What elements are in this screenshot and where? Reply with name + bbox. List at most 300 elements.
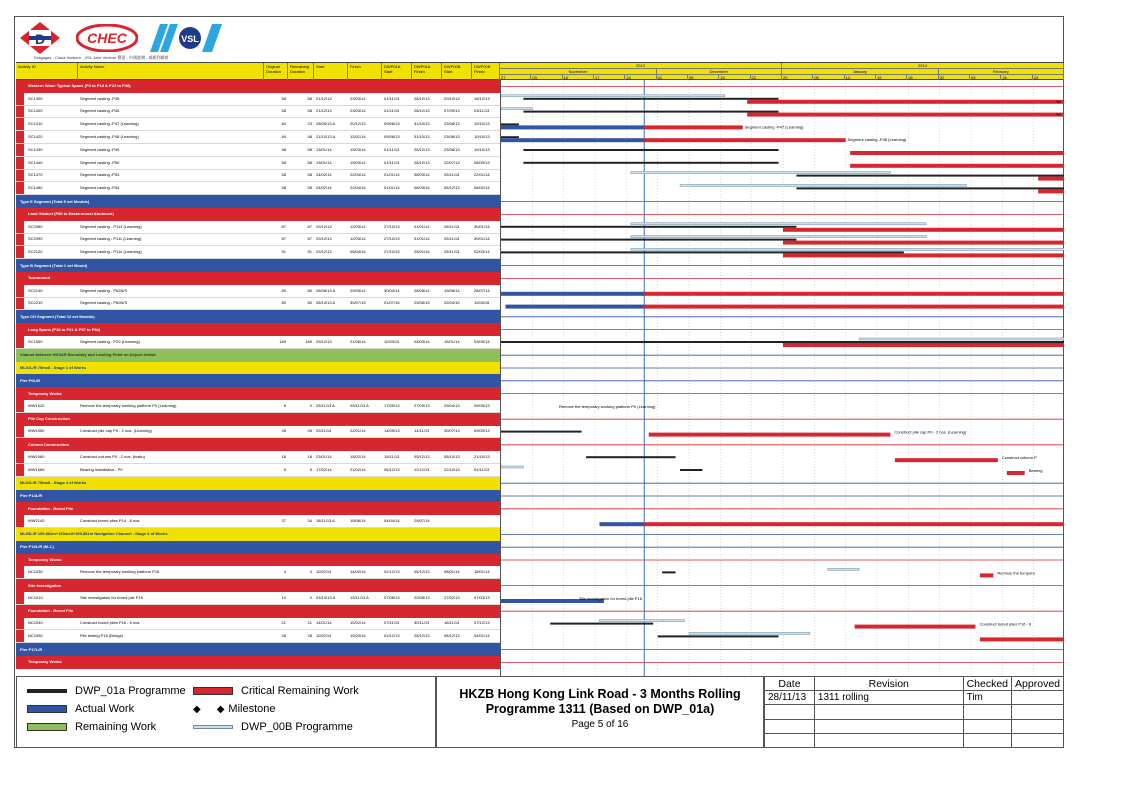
dwp01a-finish-cell: 28/12/13 <box>414 159 430 165</box>
activity-row[interactable] <box>16 336 500 349</box>
wbs-indent-bar <box>16 298 24 310</box>
dwp00b-finish-cell: 30/01/14 <box>474 223 490 229</box>
timescale-header <box>500 63 1064 80</box>
legend-critical <box>193 685 359 697</box>
activity-name-cell: Segment casting -P48 (Learning) <box>80 134 139 140</box>
dwp01a-start-cell: 01/07/15 <box>384 300 400 306</box>
activity-row[interactable] <box>16 182 500 195</box>
col-original-duration[interactable]: Original Duration <box>264 63 288 80</box>
wbs-indent-bar <box>16 426 24 438</box>
activity-row[interactable] <box>16 630 500 643</box>
dwp01a-start-cell: 01/11/13 <box>384 146 400 152</box>
dwp01a-bar <box>586 456 676 458</box>
finish-cell: 14/02/14 <box>350 569 366 575</box>
start-cell: 25/11/13 A <box>316 402 335 408</box>
wbs-band[interactable] <box>16 643 500 656</box>
start-cell: 29/12/13 <box>316 249 332 255</box>
dwp01a-bar <box>658 635 779 637</box>
bar-label: Segment casting -P47 (Learning) <box>744 124 804 130</box>
wbs-band[interactable] <box>16 195 500 208</box>
remaining-duration-cell: 0 <box>309 402 312 408</box>
critical-bar <box>850 164 1064 168</box>
rev-revision <box>814 733 963 747</box>
remaining-duration-cell: 4 <box>309 569 312 575</box>
activity-row[interactable] <box>16 246 500 259</box>
dwp00b-finish-cell: 01/11/13 <box>474 466 490 472</box>
rev-header-revision: Revision <box>814 677 963 691</box>
start-cell: 03/10/13 A <box>316 594 336 600</box>
rev-header-date: Date <box>765 677 815 691</box>
dwp00b-bar <box>501 95 725 97</box>
remaining-duration-cell: 58 <box>307 146 312 152</box>
wbs-indent-bar <box>16 566 24 578</box>
wbs-band[interactable] <box>24 272 500 285</box>
activity-row[interactable] <box>16 221 500 234</box>
finish-cell: 29/05/14 <box>350 287 366 293</box>
activity-row[interactable] <box>16 170 500 183</box>
dwp01a-bar <box>523 111 778 113</box>
activity-name-cell: Construct pile cap P0 - 2 nos. (Learning) <box>80 428 152 434</box>
dwp00b-finish-cell: 03/05/14 <box>474 338 490 344</box>
activity-name-cell: Segment casting - P113 (Learning) <box>80 223 142 229</box>
dwp01a-finish-cell: 11/12/13 <box>414 466 430 472</box>
dwp00b-finish-cell: 10/10/13 <box>474 121 490 127</box>
legend-actual <box>27 703 134 715</box>
finish-cell: 23/03/14 <box>350 95 366 101</box>
activity-row[interactable] <box>16 144 500 157</box>
finish-cell: 10/03/14 <box>350 633 366 639</box>
rev-date <box>765 719 815 733</box>
revision-row <box>765 705 1064 719</box>
wbs-band-label: ML01L/R 75mx8 - Stage 1 of Works <box>20 364 87 370</box>
vsl-logo <box>146 22 226 54</box>
start-cell: 25/08/13 A <box>316 287 336 293</box>
remaining-duration-cell: 48 <box>307 134 312 140</box>
activity-row[interactable] <box>16 118 500 131</box>
dwp01a-finish-cell: 28/08/14 <box>414 287 430 293</box>
start-cell: 21/12/13 <box>316 108 332 114</box>
start-cell: 29/12/13 <box>316 223 332 229</box>
dwp00b-finish-cell: 06/09/13 <box>474 159 490 165</box>
wbs-band[interactable] <box>16 362 500 375</box>
activity-name-cell: Segment casting - P20 (Learning) <box>80 338 140 344</box>
col-remaining-duration[interactable]: Remaining Duration <box>288 63 314 80</box>
rev-checked <box>963 705 1011 719</box>
critical-bar <box>783 228 1064 232</box>
wbs-band[interactable] <box>16 259 500 272</box>
finish-cell: 19/06/14 <box>350 518 366 524</box>
activity-id-cell: SC2080 <box>28 223 43 229</box>
wbs-band[interactable] <box>24 80 500 93</box>
wbs-indent-bar <box>16 451 24 463</box>
activity-id-cell: NC1040 <box>28 620 43 626</box>
revision-row <box>765 719 1064 733</box>
wbs-band-label: Site Investigation <box>28 582 62 588</box>
wbs-indent-bar <box>16 554 24 567</box>
rev-date <box>765 705 815 719</box>
finish-cell: 21/06/14 <box>350 338 366 344</box>
critical-bar <box>980 637 1064 641</box>
wbs-indent-bar <box>16 93 24 105</box>
wbs-band-label: Column Construction <box>28 441 69 447</box>
activity-name-cell: Remove the temporary working platform P16 <box>80 569 160 575</box>
wbs-band-label: Turnaround <box>28 275 51 281</box>
wbs-band[interactable] <box>16 490 500 503</box>
wbs-band-label: Type CH Segment (Total 12 set Moulds) <box>20 313 95 319</box>
dwp01a-start-cell: 30/04/14 <box>384 287 400 293</box>
original-duration-cell: 45 <box>281 428 286 434</box>
legend-dwp00b-label: DWP_00B Programme <box>241 721 353 733</box>
week-label: 15 <box>719 75 750 80</box>
start-cell: 29/11/13 <box>316 428 332 434</box>
wbs-band-label: Long Spans (P16 to P21 & P57 to P84) <box>28 326 101 332</box>
wbs-band-label: Pier P0L/R <box>20 377 41 383</box>
dwp01a-finish-cell: 29/07/14 <box>414 518 430 524</box>
revision-row <box>765 691 1064 705</box>
wbs-band-label: Land Viaduct (P80 to Easternmost Abutment) <box>28 211 114 217</box>
rev-revision <box>814 719 963 733</box>
activity-id-cell: SC2210 <box>28 300 43 306</box>
bar-label: Segment casting -P48 (Learning) <box>847 137 907 143</box>
original-duration-cell: 37 <box>281 518 286 524</box>
wbs-band[interactable] <box>16 310 500 323</box>
dwp00b-start-cell: 23/08/13 <box>444 146 460 152</box>
activity-name-cell: Segment casting - P114 (Learning) <box>80 249 142 255</box>
finish-cell: 21/02/14 <box>350 466 366 472</box>
dwp01a-finish-cell: 28/12/13 <box>414 633 430 639</box>
dwp00b-bar <box>501 466 523 468</box>
critical-bar <box>1038 189 1064 193</box>
wbs-band[interactable] <box>16 477 500 490</box>
wbs-indent-bar <box>16 157 24 169</box>
col-dwp00b-start[interactable]: DWP00B Start <box>442 63 472 80</box>
wbs-band-label: Type E Segment (Total 5 set Moulds) <box>20 198 90 204</box>
wbs-band-label: Pier P17L/R <box>20 646 43 652</box>
wbs-band[interactable] <box>24 656 500 669</box>
col-dwp00b-finish[interactable]: DWP00B Finish <box>472 63 500 80</box>
legend-critical-label: Critical Remaining Work <box>241 685 359 697</box>
wbs-band[interactable] <box>24 438 500 451</box>
dwp00b-start-cell: 15/01/14 <box>444 338 460 344</box>
rev-approved <box>1012 719 1064 733</box>
original-duration-cell: 58 <box>281 185 286 191</box>
dwp01a-start-cell: 02/12/13 <box>384 569 400 575</box>
remaining-duration-cell: 58 <box>307 95 312 101</box>
col-start[interactable]: Start <box>314 63 348 80</box>
wbs-band[interactable] <box>24 605 500 618</box>
week-label: 26 <box>907 75 938 80</box>
wbs-indent-bar <box>16 106 24 118</box>
activity-id-cell: NC1050 <box>28 633 43 639</box>
activity-row[interactable] <box>16 451 500 464</box>
dwp00b-finish-cell: 04/01/14 <box>474 633 490 639</box>
joint-venture-text: Dragages - China Harbour - VSL Joint Venture 寶嘉 - 中國港灣 - 威勝利聯營 <box>34 55 169 60</box>
dwp00b-start-cell: 23/08/13 <box>444 121 460 127</box>
original-duration-cell: 80 <box>281 287 286 293</box>
dwp01a-finish-cell: 25/01/14 <box>414 249 430 255</box>
dwp00b-start-cell: 19/08/14 <box>444 287 460 293</box>
chec-logo <box>76 24 138 52</box>
activity-id-cell: SC1420 <box>28 134 43 140</box>
dwp00b-finish-cell: 09/09/13 <box>474 428 490 434</box>
wbs-band[interactable] <box>16 349 500 362</box>
activity-id-cell: SC1300 <box>28 95 43 101</box>
dwp01a-finish-cell: 01/01/14 <box>414 236 430 242</box>
wbs-indent-bar <box>16 630 24 642</box>
activity-row[interactable] <box>16 592 500 605</box>
start-cell: 13/01/14 <box>316 159 332 165</box>
dwp00b-bar <box>631 223 926 225</box>
finish-cell: 19/03/14 <box>350 146 366 152</box>
original-duration-cell: 5 <box>283 466 286 472</box>
col-dwp01a-start[interactable]: DWP01A Start <box>382 63 412 80</box>
original-duration-cell: 80 <box>281 300 286 306</box>
remaining-duration-cell: 34 <box>307 518 312 524</box>
dwp00b-finish-cell: 15/01/14 <box>474 569 490 575</box>
dwp00b-finish-cell: 07/12/13 <box>474 620 490 626</box>
dwp01a-start-cell: 04/04/14 <box>384 518 400 524</box>
dwp01a-bar <box>550 623 653 625</box>
revision-row <box>765 733 1064 747</box>
page-number: Page 5 of 16 <box>571 719 629 730</box>
bar-label: Se <box>1056 111 1061 117</box>
title-block <box>436 676 764 748</box>
activity-name-cell: Construct column P0 - 2 nos. (Insitu) <box>80 454 145 460</box>
remaining-duration-cell: 28 <box>307 633 312 639</box>
wbs-indent-bar <box>16 272 24 285</box>
activity-table <box>16 80 500 676</box>
activity-row[interactable] <box>16 93 500 106</box>
dwp00b-bar <box>680 184 966 186</box>
dwp00b-start-cell: 18/11/13 <box>444 620 460 626</box>
bar-label: Se <box>1056 98 1061 104</box>
activity-id-cell: NC1010 <box>28 594 43 600</box>
dwp01a-finish-cell: 05/12/13 <box>414 569 430 575</box>
year-label: 2013 <box>500 63 782 69</box>
dwp00b-bar <box>599 620 684 622</box>
activity-row[interactable] <box>16 400 500 413</box>
dwp00b-finish-cell: 30/01/14 <box>474 236 490 242</box>
start-cell: 24/02/14 <box>316 172 332 178</box>
wbs-band[interactable] <box>24 323 500 336</box>
rev-approved <box>1012 705 1064 719</box>
finish-cell: 05/04/14 <box>350 249 366 255</box>
activity-row[interactable] <box>16 106 500 119</box>
legend-milestone <box>193 703 275 715</box>
wbs-band[interactable] <box>24 208 500 221</box>
wbs-indent-bar <box>16 234 24 246</box>
dwp00b-start-cell: 27/02/13 <box>444 594 460 600</box>
start-cell: 29/12/13 <box>316 338 332 344</box>
original-duration-cell: 8 <box>283 402 286 408</box>
dwp01a-start-cell: 27/10/13 <box>384 223 400 229</box>
dwp01a-finish-cell: 01/01/14 <box>414 223 430 229</box>
original-duration-cell: 84 <box>281 121 286 127</box>
critical-bar <box>895 458 998 462</box>
finish-cell: 22/01/14 <box>350 428 366 434</box>
dwp01a-start-cell: 27/10/13 <box>384 249 400 255</box>
activity-id-cell: WW1050 <box>28 428 45 434</box>
wbs-indent-bar <box>16 144 24 156</box>
month-label: January <box>782 69 939 75</box>
remaining-duration-cell: 58 <box>307 172 312 178</box>
wbs-indent-bar <box>16 605 24 618</box>
wbs-band-label: Foundation - Bored Pile <box>28 505 74 511</box>
original-duration-cell: 58 <box>281 95 286 101</box>
legend <box>16 676 436 748</box>
actual-bar <box>505 305 644 309</box>
activity-row[interactable] <box>16 618 500 631</box>
original-duration-cell: 58 <box>281 108 286 114</box>
remaining-duration-cell: 0 <box>309 594 312 600</box>
legend-dwp00b <box>193 721 353 733</box>
dwp00b-finish-cell: 02/03/14 <box>474 249 490 255</box>
start-cell: 17/02/14 <box>316 466 332 472</box>
week-label: 03 <box>531 75 562 80</box>
remaining-duration-cell: 189 <box>305 338 312 344</box>
legend-milestone-label: Milestone <box>228 703 276 715</box>
wbs-indent-bar <box>16 182 24 194</box>
activity-row[interactable] <box>16 157 500 170</box>
critical-bar <box>1038 177 1064 181</box>
dwp01a-start-cell: 01/01/14 <box>384 172 400 178</box>
wbs-band-label: Temporary Works <box>28 556 62 562</box>
activity-row[interactable] <box>16 515 500 528</box>
remaining-duration-cell: 21 <box>307 620 312 626</box>
legend-remaining-label: Remaining Work <box>75 721 157 733</box>
activity-row[interactable] <box>16 426 500 439</box>
dwp01a-bar <box>796 187 1064 189</box>
activity-id-cell: WW1020 <box>28 402 45 408</box>
activity-id-cell: SC1410 <box>28 121 43 127</box>
activity-row[interactable] <box>16 285 500 298</box>
dwp01a-start-cell: 09/08/13 <box>384 134 400 140</box>
dwp01a-start-cell: 14/09/13 <box>384 428 400 434</box>
activity-row[interactable] <box>16 131 500 144</box>
critical-bar <box>644 522 1064 526</box>
dwp01a-bar <box>501 239 796 241</box>
dwp01a-finish-cell: 31/10/13 <box>414 121 430 127</box>
dwp00b-swatch <box>193 725 233 729</box>
dwp00b-start-cell: 23/08/13 <box>444 134 460 140</box>
activity-name-cell: Segment casting -P46 <box>80 108 120 114</box>
wbs-band-label: Viaduct between HKSAR Boundary and Landing Point on Airport Island <box>20 352 156 358</box>
wbs-band[interactable] <box>24 413 500 426</box>
dwp00b-start-cell: 08/12/13 <box>444 633 460 639</box>
wbs-indent-bar <box>16 80 24 93</box>
critical-bar <box>980 573 993 577</box>
activity-name-cell: Segment casting -P45 <box>80 95 120 101</box>
dwp00b-finish-cell: 28/07/14 <box>474 287 490 293</box>
col-activity-id[interactable]: Activity ID <box>16 63 78 80</box>
week-label: 02 <box>939 75 970 80</box>
activity-row[interactable] <box>16 566 500 579</box>
dwp01a-start-cell: 17/09/13 <box>384 402 400 408</box>
finish-cell: 20/12/13 <box>350 121 366 127</box>
start-cell: 21/12/13 <box>316 95 332 101</box>
dwp01a-start-cell: 09/08/13 <box>384 121 400 127</box>
week-label: 23 <box>1033 75 1064 80</box>
wbs-indent-bar <box>16 221 24 233</box>
wbs-band[interactable] <box>16 541 500 554</box>
rev-header-checked: Checked <box>963 677 1011 691</box>
svg-text:VSL: VSL <box>181 34 199 44</box>
dwp00b-finish-cell: 03/11/13 <box>474 108 490 114</box>
original-duration-cell: 4 <box>283 569 286 575</box>
col-activity-name[interactable]: Activity Name <box>78 63 264 80</box>
dwp00b-start-cell: 05/10/13 <box>444 454 460 460</box>
dwp01a-finish-cell: 04/03/14 <box>414 338 430 344</box>
remaining-swatch <box>27 723 67 731</box>
actual-bar <box>599 522 644 526</box>
finish-cell: 12/03/14 <box>350 236 366 242</box>
wbs-band[interactable] <box>16 528 500 541</box>
activity-name-cell: Segment casting - P60N/S <box>80 300 128 306</box>
revision-table <box>764 676 1064 748</box>
wbs-band-label: Western Water Typical Spans (P3 to P18 & P22 to P38) <box>28 83 131 89</box>
wbs-band[interactable] <box>16 374 500 387</box>
rev-header-approved: Approved <box>1012 677 1064 691</box>
remaining-duration-cell: 58 <box>307 108 312 114</box>
dwp01a-bar <box>501 341 1064 343</box>
dwp01a-finish-cell: 06/03/14 <box>414 185 430 191</box>
dwp00b-start-cell: 02/04/15 <box>444 300 460 306</box>
start-cell: 29/12/13 <box>316 236 332 242</box>
col-finish[interactable]: Finish <box>348 63 382 80</box>
dwp01a-bar <box>501 226 796 228</box>
dwp01a-start-cell: 01/11/13 <box>384 108 400 114</box>
dwp00b-finish-cell: 08/02/14 <box>474 185 490 191</box>
dragages-logo <box>20 22 60 54</box>
dwp01a-swatch <box>27 689 67 693</box>
dwp01a-start-cell: 01/11/13 <box>384 159 400 165</box>
wbs-band[interactable] <box>24 387 500 400</box>
wbs-band[interactable] <box>24 502 500 515</box>
wbs-band[interactable] <box>24 579 500 592</box>
original-duration-cell: 58 <box>281 146 286 152</box>
original-duration-cell: 10 <box>281 594 286 600</box>
dwp01a-bar <box>501 136 519 138</box>
original-duration-cell: 21 <box>281 620 286 626</box>
month-label: February <box>939 69 1064 75</box>
dwp01a-start-cell: 06/12/13 <box>384 466 400 472</box>
activity-row[interactable] <box>16 464 500 477</box>
legend-dwp01a-label: DWP_01a Programme <box>75 685 186 697</box>
activity-row[interactable] <box>16 298 500 311</box>
wbs-indent-bar <box>16 592 24 604</box>
rev-date: 28/11/13 <box>765 691 815 705</box>
wbs-indent-bar <box>16 438 24 451</box>
week-label: 12 <box>845 75 876 80</box>
month-label: November <box>500 69 657 75</box>
activity-id-cell: WW1060 <box>28 454 45 460</box>
dwp01a-start-cell: 11/09/13 <box>384 338 400 344</box>
wbs-indent-bar <box>16 118 24 130</box>
wbs-indent-bar <box>16 400 24 412</box>
wbs-indent-bar <box>16 387 24 400</box>
dwp00b-start-cell: 25/11/13 <box>444 223 460 229</box>
wbs-band-label: Pile Cap Construction <box>28 416 70 422</box>
dwp01a-bar <box>501 123 519 125</box>
start-cell: 11/02/14 <box>316 569 332 575</box>
dwp01a-start-cell: 07/11/13 <box>384 620 400 626</box>
activity-name-cell: Segment casting -P54 <box>80 185 120 191</box>
activity-row[interactable] <box>16 234 500 247</box>
wbs-band[interactable] <box>24 554 500 567</box>
original-duration-cell: 91 <box>281 249 286 255</box>
dwp00b-start-cell: 25/11/13 <box>444 236 460 242</box>
col-dwp01a-finish[interactable]: DWP01A Finish <box>412 63 442 80</box>
